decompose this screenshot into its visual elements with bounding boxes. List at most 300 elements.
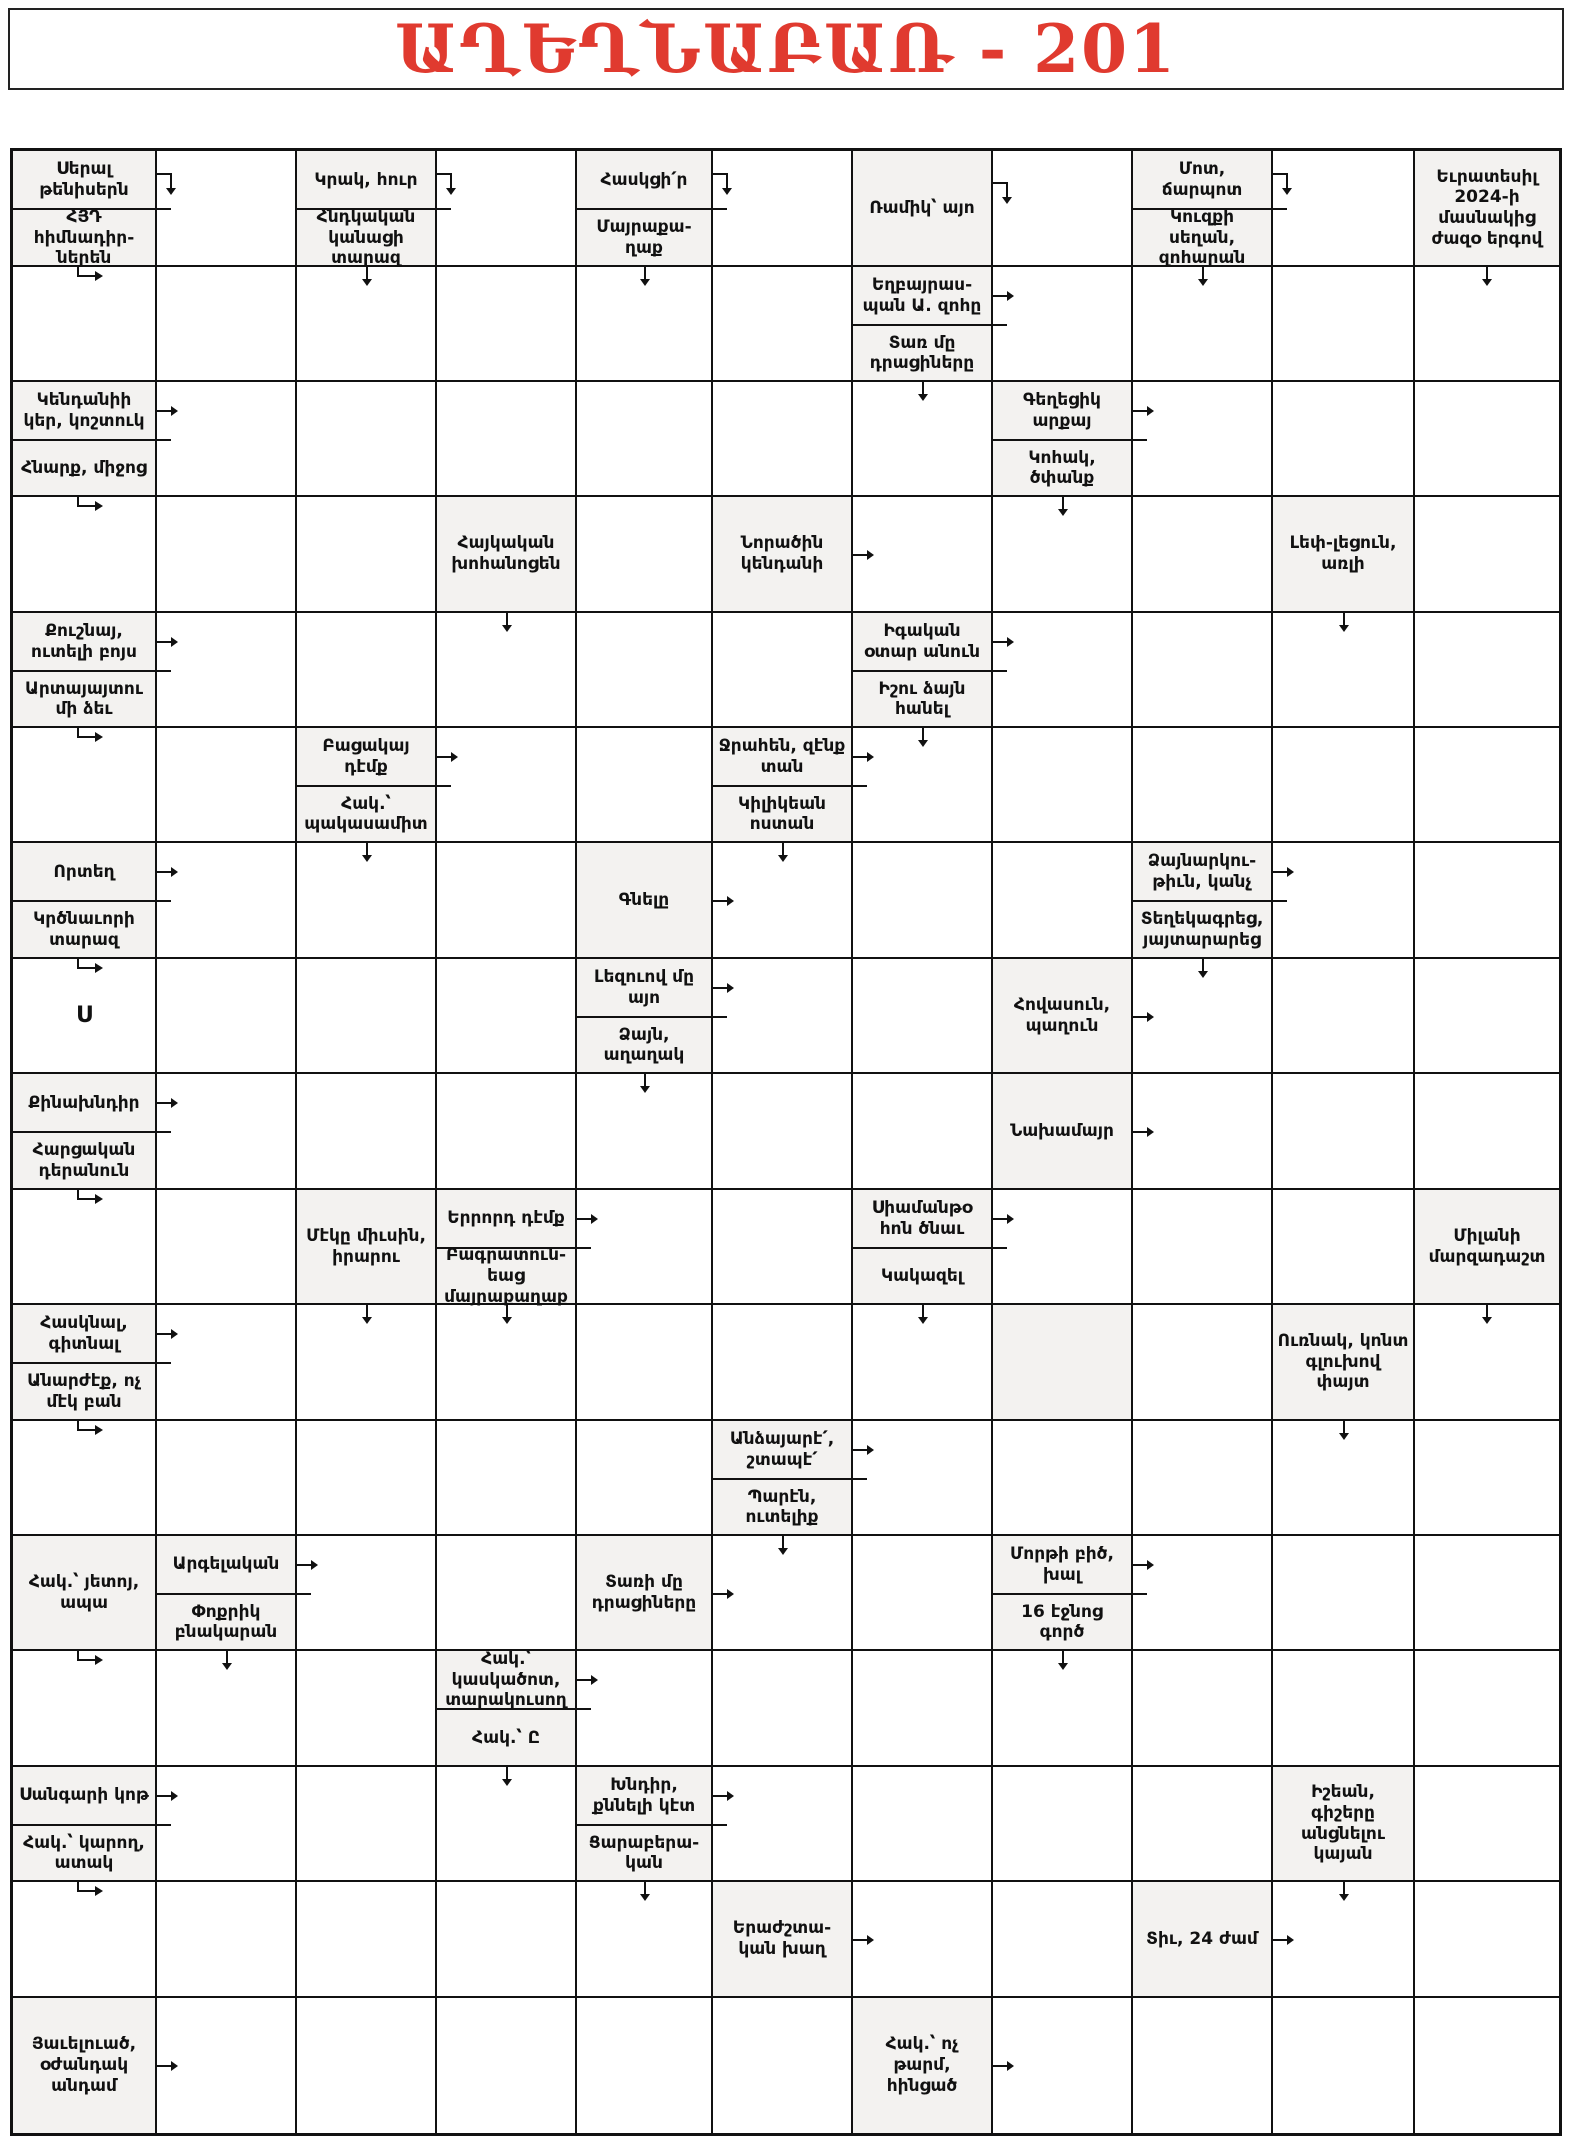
answer-cell[interactable] — [1273, 267, 1415, 382]
clue-cell — [297, 1190, 437, 1305]
clue-text: Սանգարի կոթ — [19, 1785, 149, 1806]
down-arrow-icon — [1197, 957, 1209, 979]
clue-divider — [853, 324, 1007, 326]
right-arrow-icon — [1131, 1011, 1155, 1023]
answer-cell[interactable] — [853, 1536, 993, 1651]
clue-cell — [993, 1305, 1133, 1421]
down-arrow-icon — [361, 265, 373, 287]
answer-cell[interactable] — [1273, 382, 1415, 497]
right-arrow-icon — [991, 2060, 1015, 2072]
answer-cell[interactable] — [437, 382, 577, 497]
clue-cell — [437, 497, 577, 613]
answer-cell[interactable] — [1415, 1421, 1559, 1536]
right-down-arrow-icon — [1271, 171, 1295, 197]
answer-cell[interactable] — [157, 1882, 297, 1998]
answer-cell[interactable] — [577, 1190, 713, 1305]
answer-cell[interactable] — [1133, 728, 1273, 843]
answer-cell[interactable] — [713, 1651, 853, 1767]
clue-text: Հակ.՝ պակասամիտ — [304, 793, 428, 835]
clue-cell — [157, 1536, 297, 1651]
right-arrow-icon — [1271, 1934, 1295, 1946]
clue-divider — [13, 1362, 171, 1364]
answer-cell[interactable] — [1415, 1882, 1559, 1998]
clue-cell — [713, 1421, 853, 1536]
clue-divider — [157, 1593, 311, 1595]
answer-cell[interactable] — [1133, 613, 1273, 728]
clue-divider — [437, 1247, 591, 1249]
clue-text: Ռամիկ՝ այո — [869, 197, 975, 218]
answer-cell[interactable] — [853, 1421, 993, 1536]
answer-cell[interactable] — [577, 497, 713, 613]
answer-cell[interactable] — [1273, 1190, 1415, 1305]
answer-cell[interactable] — [297, 1421, 437, 1536]
clue-cell — [13, 1767, 157, 1882]
answer-cell[interactable] — [993, 267, 1133, 382]
clue-text: Արտայայտու մի ձեւ — [25, 678, 143, 720]
answer-cell[interactable] — [157, 382, 297, 497]
clue-cell — [437, 1190, 577, 1305]
down-arrow-icon — [1338, 1419, 1350, 1441]
down-right-arrow-icon — [75, 265, 105, 281]
answer-cell[interactable] — [993, 843, 1133, 959]
answer-cell[interactable] — [297, 1882, 437, 1998]
answer-cell[interactable] — [1133, 1536, 1273, 1651]
clue-cell — [1133, 151, 1273, 267]
clue-cell — [1133, 1882, 1273, 1998]
down-arrow-icon — [361, 1303, 373, 1325]
clue-cell — [713, 497, 853, 613]
answer-cell[interactable] — [297, 382, 437, 497]
answer-cell[interactable] — [993, 1421, 1133, 1536]
clue-divider — [297, 208, 451, 210]
answer-cell[interactable] — [993, 1767, 1133, 1882]
clue-text: Հնարք, միջոց — [21, 457, 147, 478]
answer-cell[interactable] — [1415, 613, 1559, 728]
right-down-arrow-icon — [991, 180, 1015, 206]
clue-divider — [13, 900, 171, 902]
answer-cell[interactable] — [13, 497, 157, 613]
clue-text: Յաւելուած, օժանդակ անդամ — [31, 2034, 137, 2096]
answer-cell[interactable] — [157, 1767, 297, 1882]
right-arrow-icon — [851, 1934, 875, 1946]
down-right-arrow-icon — [75, 726, 105, 742]
clue-text: Իշեան, գիշերը անցնելու կայան — [1301, 1782, 1385, 1865]
clue-text: Հասկնալ, գիտնալ — [40, 1313, 128, 1354]
clue-text: Հասկցի՛ր — [600, 169, 688, 190]
right-arrow-icon — [851, 549, 875, 561]
right-arrow-icon — [155, 866, 179, 878]
answer-cell[interactable] — [297, 1536, 437, 1651]
down-arrow-icon — [639, 1072, 651, 1094]
clue-text: Մորթի բիծ, խալ — [1010, 1544, 1114, 1585]
answer-cell[interactable] — [1133, 1998, 1273, 2133]
answer-cell[interactable] — [13, 1651, 157, 1767]
answer-cell[interactable] — [297, 497, 437, 613]
answer-cell[interactable] — [157, 959, 297, 1074]
right-down-arrow-icon — [711, 171, 735, 197]
clue-cell — [13, 1074, 157, 1190]
clue-text: Լեփ-լեցուն, առլի — [1289, 533, 1397, 574]
clue-divider — [993, 1593, 1147, 1595]
right-arrow-icon — [851, 751, 875, 763]
down-arrow-icon — [917, 726, 929, 748]
clue-cell — [577, 959, 713, 1074]
answer-cell[interactable] — [713, 1998, 853, 2133]
answer-cell[interactable] — [157, 843, 297, 959]
down-right-arrow-icon — [75, 957, 105, 973]
clue-text: Հակ.՝ Ը — [472, 1727, 540, 1748]
answer-cell[interactable] — [713, 1305, 853, 1421]
clue-divider — [577, 1016, 727, 1018]
answer-cell[interactable] — [1133, 1190, 1273, 1305]
answer-cell[interactable] — [157, 728, 297, 843]
answer-cell[interactable] — [577, 382, 713, 497]
clue-text: Կրծնաւորի տարազ — [33, 909, 135, 950]
down-right-arrow-icon — [75, 495, 105, 511]
given-letter: Ս — [75, 1003, 93, 1028]
right-arrow-icon — [1271, 866, 1295, 878]
answer-cell[interactable] — [1415, 1767, 1559, 1882]
clue-divider — [713, 1478, 867, 1480]
answer-cell[interactable] — [1133, 1305, 1273, 1421]
clue-cell — [713, 728, 853, 843]
clue-divider — [437, 1708, 591, 1710]
crossword-grid — [10, 148, 1562, 2136]
answer-cell[interactable] — [13, 1190, 157, 1305]
answer-cell[interactable] — [1133, 1651, 1273, 1767]
down-arrow-icon — [1057, 1649, 1069, 1671]
answer-cell[interactable] — [713, 267, 853, 382]
answer-cell[interactable] — [157, 1305, 297, 1421]
clue-text: Գնելը — [618, 889, 670, 910]
right-arrow-icon — [575, 1213, 599, 1225]
answer-cell[interactable] — [853, 959, 993, 1074]
clue-text: Հակ.՝ կարող, ատակ — [23, 1832, 145, 1874]
answer-cell[interactable] — [577, 613, 713, 728]
clue-text: Բագրատուն-եաց մայրաքաղաք — [444, 1245, 568, 1307]
answer-cell[interactable] — [297, 613, 437, 728]
right-arrow-icon — [295, 1559, 319, 1571]
clue-text: Կենդանիի կեր, կոշտուկ — [23, 390, 145, 431]
answer-cell[interactable] — [437, 1536, 577, 1651]
clue-text: Անարժէք, ոչ մէկ բան — [27, 1371, 141, 1412]
clue-cell — [437, 1648, 577, 1767]
answer-cell[interactable] — [1273, 959, 1415, 1074]
answer-cell[interactable] — [157, 497, 297, 613]
clue-text: Երաժշտա-կան խաղ — [732, 1918, 832, 1959]
answer-cell[interactable] — [1415, 843, 1559, 959]
right-arrow-icon — [155, 2060, 179, 2072]
clue-text: Որտեղ — [53, 861, 115, 882]
clue-text: Միլանի մարզադաշտ — [1428, 1225, 1546, 1267]
clue-cell — [1273, 497, 1415, 613]
down-arrow-icon — [777, 841, 789, 863]
down-arrow-icon — [1481, 265, 1493, 287]
clue-text: Խնդիր, քննելի կէտ — [592, 1775, 696, 1816]
clue-divider — [993, 439, 1147, 441]
clue-text: Կակազել — [880, 1265, 964, 1286]
clue-text: Հակ.՝ ոչ թարմ, հինցած — [885, 2034, 959, 2096]
clue-cell — [13, 613, 157, 728]
answer-cell[interactable] — [437, 267, 577, 382]
answer-cell[interactable] — [853, 843, 993, 959]
clue-text: Բացակայ դէմք — [322, 736, 410, 777]
clue-text: Երրորդ դէմք — [447, 1208, 565, 1229]
right-arrow-icon — [155, 1790, 179, 1802]
answer-cell[interactable] — [1133, 1421, 1273, 1536]
clue-text: Հակ.՝ կասկածոտ, տարակուսող — [445, 1648, 567, 1711]
clue-cell — [993, 959, 1133, 1074]
clue-divider — [1133, 900, 1287, 902]
clue-text: Սերալ թենիսերն — [39, 159, 129, 200]
right-down-arrow-icon — [155, 171, 179, 197]
answer-cell[interactable] — [13, 1421, 157, 1536]
clue-divider — [13, 439, 171, 441]
clue-text: Եւրատեսիլ 2024-ի մասնակից ժազօ երգով — [1431, 166, 1543, 249]
clue-text: Լեզուով մը այո — [594, 967, 694, 1008]
clue-text: Փոքրիկ բնակարան — [174, 1601, 278, 1643]
clue-divider — [13, 208, 171, 210]
clue-text: Անձայարէ՛, շտապէ՛ — [729, 1429, 835, 1470]
clue-text: ՀՅԴ հիմնադիր-ներեն — [33, 206, 135, 269]
clue-text: Տառի մը դրացիները — [591, 1571, 697, 1613]
clue-cell — [1273, 1767, 1415, 1882]
clue-text: Մէկը միւսին, իրարու — [306, 1225, 426, 1267]
clue-cell — [13, 1536, 157, 1651]
answer-cell[interactable] — [1415, 497, 1559, 613]
clue-text: Ձայն, աղաղակ — [603, 1024, 685, 1066]
clue-cell — [13, 843, 157, 959]
answer-cell[interactable] — [713, 1767, 853, 1882]
down-arrow-icon — [639, 265, 651, 287]
clue-cell — [13, 382, 157, 497]
answer-cell[interactable] — [437, 1074, 577, 1190]
down-arrow-icon — [917, 380, 929, 402]
right-arrow-icon — [435, 751, 459, 763]
clue-divider — [853, 1247, 1007, 1249]
answer-cell[interactable] — [853, 1074, 993, 1190]
answer-cell[interactable] — [157, 151, 297, 267]
answer-cell[interactable] — [1273, 151, 1415, 267]
answer-cell[interactable] — [437, 1882, 577, 1998]
answer-cell[interactable] — [437, 843, 577, 959]
right-arrow-icon — [155, 1328, 179, 1340]
clue-text: Տեղեկագրեց, յայտարարեց — [1140, 909, 1264, 950]
answer-cell[interactable] — [13, 267, 157, 382]
answer-cell[interactable] — [1415, 1651, 1559, 1767]
clue-cell — [1133, 843, 1273, 959]
answer-cell[interactable] — [1415, 1074, 1559, 1190]
answer-cell[interactable] — [1133, 1767, 1273, 1882]
answer-cell[interactable] — [297, 1998, 437, 2133]
clue-cell — [577, 1767, 713, 1882]
answer-cell[interactable] — [713, 1074, 853, 1190]
answer-cell[interactable] — [1415, 1998, 1559, 2133]
answer-cell[interactable] — [577, 1651, 713, 1767]
answer-cell[interactable] — [1415, 1536, 1559, 1651]
clue-cell — [297, 728, 437, 843]
right-down-arrow-icon — [435, 171, 459, 197]
answer-cell[interactable] — [853, 1651, 993, 1767]
clue-cell — [853, 267, 993, 382]
clue-cell — [577, 1536, 713, 1651]
answer-cell[interactable] — [1273, 1536, 1415, 1651]
answer-cell[interactable] — [993, 151, 1133, 267]
right-arrow-icon — [1131, 1559, 1155, 1571]
clue-text: Կոհակ, ծփանք — [1028, 447, 1096, 489]
clue-cell — [853, 1998, 993, 2133]
clue-text: Տիւ, 24 ժամ — [1146, 1928, 1258, 1949]
answer-cell[interactable] — [713, 1190, 853, 1305]
answer-cell[interactable] — [13, 959, 157, 1074]
clue-divider — [577, 208, 727, 210]
down-arrow-icon — [501, 1765, 513, 1787]
answer-cell[interactable] — [157, 1190, 297, 1305]
answer-cell[interactable] — [577, 728, 713, 843]
answer-cell[interactable] — [297, 1767, 437, 1882]
right-arrow-icon — [711, 982, 735, 994]
answer-cell[interactable] — [993, 613, 1133, 728]
title-box — [8, 8, 1564, 90]
clue-divider — [297, 785, 451, 787]
clue-cell — [577, 843, 713, 959]
answer-cell[interactable] — [1415, 728, 1559, 843]
clue-cell — [1415, 151, 1559, 267]
answer-cell[interactable] — [993, 1190, 1133, 1305]
answer-cell[interactable] — [993, 728, 1133, 843]
clue-cell — [13, 1305, 157, 1421]
right-arrow-icon — [155, 636, 179, 648]
right-arrow-icon — [155, 1097, 179, 1109]
clue-text: Իգական օտար անուն — [863, 621, 981, 662]
answer-cell[interactable] — [1273, 728, 1415, 843]
down-right-arrow-icon — [75, 1188, 105, 1204]
answer-cell[interactable] — [13, 1882, 157, 1998]
answer-cell[interactable] — [713, 151, 853, 267]
clue-text: Եղբայրաս-պան Ա. զոհը — [862, 275, 982, 316]
answer-cell[interactable] — [437, 151, 577, 267]
answer-cell[interactable] — [157, 1421, 297, 1536]
clue-divider — [13, 1131, 171, 1133]
clue-cell — [713, 1882, 853, 1998]
right-arrow-icon — [991, 1213, 1015, 1225]
answer-cell[interactable] — [577, 1421, 713, 1536]
clue-text: Հովասուն, պաղուն — [1013, 994, 1111, 1036]
clue-text: Քուշնայ, ուտելի բոյս — [31, 621, 137, 662]
right-arrow-icon — [711, 1588, 735, 1600]
down-arrow-icon — [1338, 1880, 1350, 1902]
answer-cell[interactable] — [1273, 1998, 1415, 2133]
page-title: ԱՂԵՂՆԱԲԱՌ - 201 — [395, 10, 1177, 88]
clue-text: Քինախնդիր — [28, 1092, 140, 1113]
clue-text: Նորածին կենդանի — [740, 533, 824, 574]
clue-cell — [993, 1074, 1133, 1190]
clue-text: Գեղեցիկ արքայ — [1023, 390, 1101, 431]
down-arrow-icon — [221, 1649, 233, 1671]
clue-cell — [1415, 1190, 1559, 1305]
answer-cell[interactable] — [13, 728, 157, 843]
clue-divider — [13, 1824, 171, 1826]
down-arrow-icon — [1338, 611, 1350, 633]
down-arrow-icon — [917, 1303, 929, 1325]
answer-cell[interactable] — [157, 613, 297, 728]
answer-cell[interactable] — [437, 1998, 577, 2133]
answer-cell[interactable] — [297, 959, 437, 1074]
answer-cell[interactable] — [437, 959, 577, 1074]
clue-cell — [297, 151, 437, 267]
answer-cell[interactable] — [713, 613, 853, 728]
down-arrow-icon — [639, 1880, 651, 1902]
down-arrow-icon — [1057, 495, 1069, 517]
answer-cell[interactable] — [437, 1421, 577, 1536]
clue-text: Իշու ձայն հանել — [878, 678, 966, 720]
answer-cell[interactable] — [1415, 382, 1559, 497]
answer-cell[interactable] — [853, 1767, 993, 1882]
down-right-arrow-icon — [75, 1419, 105, 1435]
answer-cell[interactable] — [1133, 497, 1273, 613]
clue-cell — [13, 151, 157, 267]
clue-cell — [853, 151, 993, 267]
down-right-arrow-icon — [75, 1649, 105, 1665]
answer-cell[interactable] — [157, 267, 297, 382]
right-arrow-icon — [1131, 1126, 1155, 1138]
down-arrow-icon — [501, 1303, 513, 1325]
answer-cell[interactable] — [713, 382, 853, 497]
right-arrow-icon — [991, 636, 1015, 648]
clue-cell — [993, 382, 1133, 497]
clue-cell — [853, 1190, 993, 1305]
clue-divider — [713, 785, 867, 787]
clue-divider — [577, 1824, 727, 1826]
answer-cell[interactable] — [577, 1305, 713, 1421]
clue-text: 16 էջնոց գործ — [1021, 1601, 1103, 1643]
right-arrow-icon — [711, 895, 735, 907]
answer-cell[interactable] — [297, 1074, 437, 1190]
answer-cell[interactable] — [157, 1074, 297, 1190]
answer-cell[interactable] — [993, 1882, 1133, 1998]
answer-cell[interactable] — [437, 728, 577, 843]
clue-text: Ջրահեն, զէնք տան — [718, 736, 846, 777]
answer-cell[interactable] — [1415, 959, 1559, 1074]
answer-cell[interactable] — [713, 959, 853, 1074]
clue-text: Պարէն, ուտելիք — [745, 1486, 819, 1528]
answer-cell[interactable] — [1273, 843, 1415, 959]
down-arrow-icon — [1197, 265, 1209, 287]
answer-cell[interactable] — [1133, 382, 1273, 497]
answer-cell[interactable] — [297, 1651, 437, 1767]
clue-text: Հակ.՝ յետոյ, ապա — [28, 1571, 140, 1613]
answer-cell[interactable] — [1273, 1074, 1415, 1190]
clue-divider — [1133, 208, 1287, 210]
clue-divider — [853, 670, 1007, 672]
clue-text: Ցարաբերա-կան — [588, 1832, 700, 1874]
clue-text: Կիլիկեան ոստան — [738, 793, 826, 835]
clue-divider — [13, 670, 171, 672]
clue-text: Հարցական դերանուն — [32, 1140, 136, 1181]
down-right-arrow-icon — [75, 1880, 105, 1896]
down-arrow-icon — [777, 1534, 789, 1556]
clue-cell — [993, 1536, 1133, 1651]
answer-cell[interactable] — [577, 1998, 713, 2133]
right-arrow-icon — [851, 1444, 875, 1456]
clue-text: Կուզքի սեղան, զոհարան — [1158, 206, 1246, 269]
clue-text: Ուռնակ, կոնտ գլուխով փայտ — [1277, 1330, 1409, 1393]
clue-text: Կրակ, հուր — [314, 169, 418, 190]
answer-cell[interactable] — [1273, 1651, 1415, 1767]
right-arrow-icon — [991, 290, 1015, 302]
clue-cell — [13, 1998, 157, 2133]
right-arrow-icon — [711, 1790, 735, 1802]
